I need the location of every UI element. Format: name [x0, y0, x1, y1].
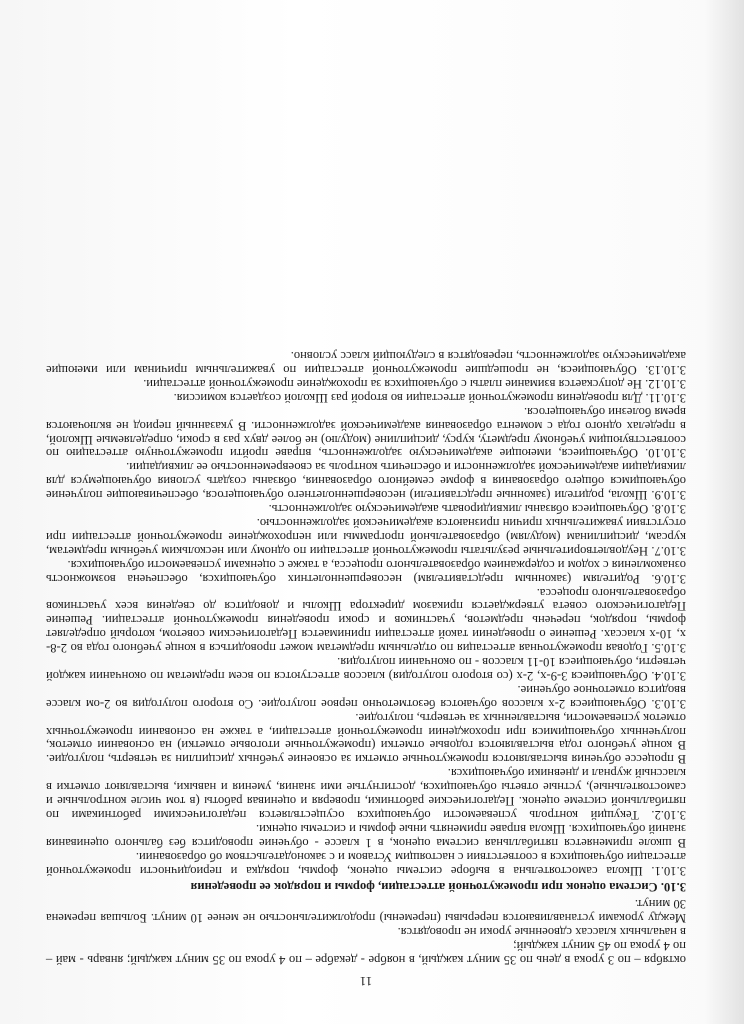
paragraph-3-10-4: 3.10.4. Обучающиеся 3-9-х, 2-х (со второго полугодия) классов аттестуются по всем предметам по окончании каждой четверти, обучающиеся 10-11 классов - по окончании полугодия.: [46, 655, 686, 683]
paragraph-3-10-3: 3.10.3. Обучающиеся 2-х классов обучаются безотметочно первое полугодие. Со второго полугодия во 2-ом классе вводится отметочное обучение.: [46, 682, 686, 711]
paragraph-3-10-7: 3.10.7. Неудовлетворительные результаты промежуточной аттестации по одному или нескольким учебным предметам, курсам, дисциплинам (модулям) образовательной программы или непрохождение промежуточной аттестации при отсутствии уважительных причин признаются академической задолженностью.: [46, 516, 686, 558]
paragraph-3-10-9: 3.10.9. Школа, родители (законные представители) несовершеннолетнего обучающегося, обеспечивающие получение обучающимся общего образования в форме семейного образования, обязаны создать условия обучающемуся для ликвидации академической задолженности и обеспечить контроль за своевременностью ее ликвидации.: [46, 460, 686, 503]
paragraph-3-10-12: 3.10.12. Не допускается взимание платы с обучающихся за прохождение промежуточной аттестации.: [143, 376, 686, 391]
paragraph-3-10-11: 3.10.11. Для проведения промежуточной аттестации во второй раз Школой создается комиссия.: [173, 390, 686, 405]
paragraph-3-10-8: 3.10.8. Обучающиеся обязаны ликвидировать академическую задолженность.: [268, 502, 686, 517]
paragraph-3-10-2: 3.10.2. Текущий контроль успеваемости обучающихся осуществляется педагогическими работниками по пятибалльной системе оценок. Педагогические работники, проверяя и оценивая работы (в том числе контрольные и самостоятельные), устные ответы обучающихся, достигнутые ими знания, умения и навыки, выставляют отметки в классный журнал и дневники обучающихся.: [46, 766, 686, 823]
paragraph-primary-classes: в начальных классах сдвоенные уроки не проводятся.: [397, 925, 686, 940]
paragraph-3-10-13: 3.10.13. Обучающиеся, не прошедшие промежуточной аттестации по уважительным причинам или имеющие академическую задолженность, переводятся в следующий класс условно.: [46, 349, 686, 378]
paragraph-grading-system: В школе применяется пятибалльная система оценок, в 1 классе - обучение проводится без бального оценивания знаний обучающихся. Школа вправе применять иные формы и системы оценки.: [46, 821, 686, 850]
paragraph-3-10-10: 3.10.10. Обучающиеся, имеющие академическую задолженность, вправе пройти промежуточную аттестацию по соответствующим учебному предмету, курсу, дисциплине (модулю) не более двух раз в сроки, определяемые Школой, в пределах одного года с момента образования академической задолженности. В указанный период не включаются время болезни обучающегося.: [46, 404, 686, 461]
paragraph-interim-marks: В процессе обучения выставляются промежуточные отметки за освоение учебных дисциплин за четверть, полугодие. В конце учебного года выставляются годовые отметки (промежуточные итоговые отметки) на основании отметок, полученных обучающимися при прохождении промежуточной аттестации, а также на основании промежуточных отметок успеваемости, выставленных за четверть, полугодие.: [46, 710, 686, 767]
paragraph-3-10-6: 3.10.6. Родителям (законным представителям) несовершеннолетних обучающихся, обеспечена возможность ознакомления с ходом и содержанием образовательного процесса, а также с оценками успеваемости обучающихся.: [46, 557, 686, 586]
document-body: [46, 348, 686, 988]
section-heading-3-10: 3.10. Система оценок при промежуточной аттестации, формы и порядок ее проведения: [190, 879, 686, 894]
scan-edge-shadow: [704, 0, 744, 1024]
paragraph-3-10-5: 3.10.5. Годовая промежуточная аттестация по отдельным предметам может проводиться в конце учебного года во 2-8-х, 10-х классах. Решение о проведении такой аттестации принимается Педагогическим советом, который определяет формы, порядок, перечень предметов, участников и сроки проведения промежуточной аттестации. Решение Педагогического совета утверждается приказом директора Школы и доводится до сведения всех участников образовательного процесса.: [46, 585, 686, 656]
paragraph-3-10-1: 3.10.1. Школа самостоятельна в выборе системы оценок, формы, порядка и периодичности промежуточной аттестации обучающихся в соответствии с настоящим Уставом и с законодательством об образовании.: [46, 849, 686, 878]
paragraph-breaks: Между уроками устанавливаются перерывы (перемены) продолжительностью не менее 10 минут. Большая перемена 30 минут.: [46, 897, 686, 926]
paragraph-schedule: октября – по 3 урока в день по 35 минут каждый, в ноябре - декабре – по 4 урока по 35 минут каждый; январь - май – по 4 урока по 45 минут каждый;: [46, 939, 686, 968]
page-number: 11: [359, 974, 373, 989]
